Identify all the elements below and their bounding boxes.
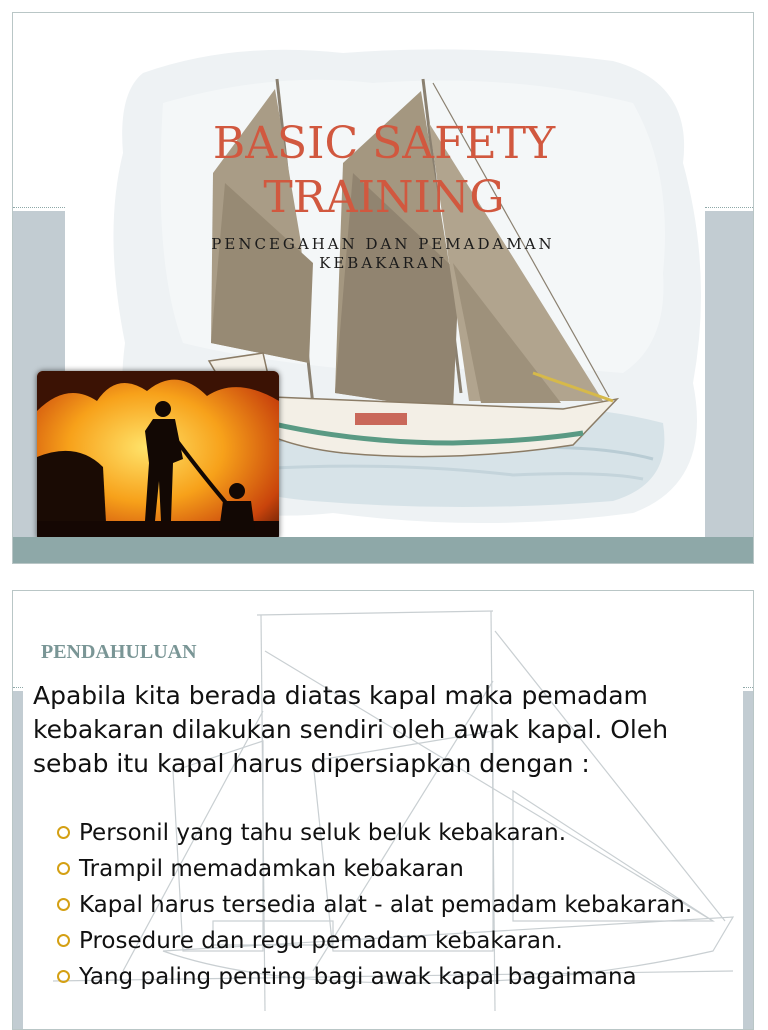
intro-slide (12, 590, 754, 1030)
list-item-text: Personil yang tahu seluk beluk kebakaran. (79, 820, 567, 846)
bullet-ring-icon (57, 934, 70, 947)
list-item (57, 963, 727, 992)
list-item (57, 891, 727, 920)
section-heading: PENDAHULUAN (41, 641, 197, 663)
list-item (57, 927, 727, 956)
firefighter-photo (37, 371, 279, 541)
list-item (57, 819, 727, 848)
bullet-ring-icon (57, 970, 70, 983)
title-line-1: BASIC SAFETY (212, 118, 556, 169)
list-item (57, 855, 727, 884)
presentation-title (13, 117, 754, 225)
bullet-ring-icon (57, 826, 70, 839)
intro-paragraph: Apabila kita berada diatas kapal maka pemadam kebakaran dilakukan sendiri oleh awak kapal. Oleh sebab itu kapal harus dipersiapkan dengan : (33, 681, 669, 778)
bullet-ring-icon (57, 862, 70, 875)
list-item-text: Yang paling penting bagi awak kapal bagaimana (79, 964, 637, 990)
bullet-list (57, 819, 727, 999)
bottom-band (13, 537, 753, 563)
list-item-text: Kapal harus tersedia alat - alat pemadam kebakaran. (79, 892, 693, 918)
title-slide (12, 12, 754, 564)
title-line-2: TRAINING (263, 172, 505, 223)
list-item-text: Prosedure dan regu pemadam kebakaran. (79, 928, 563, 954)
list-item-text: Trampil memadamkan kebakaran (79, 856, 464, 882)
presentation-subtitle: PENCEGAHAN DAN PEMADAMAN KEBAKARAN (211, 235, 555, 272)
bullet-ring-icon (57, 898, 70, 911)
